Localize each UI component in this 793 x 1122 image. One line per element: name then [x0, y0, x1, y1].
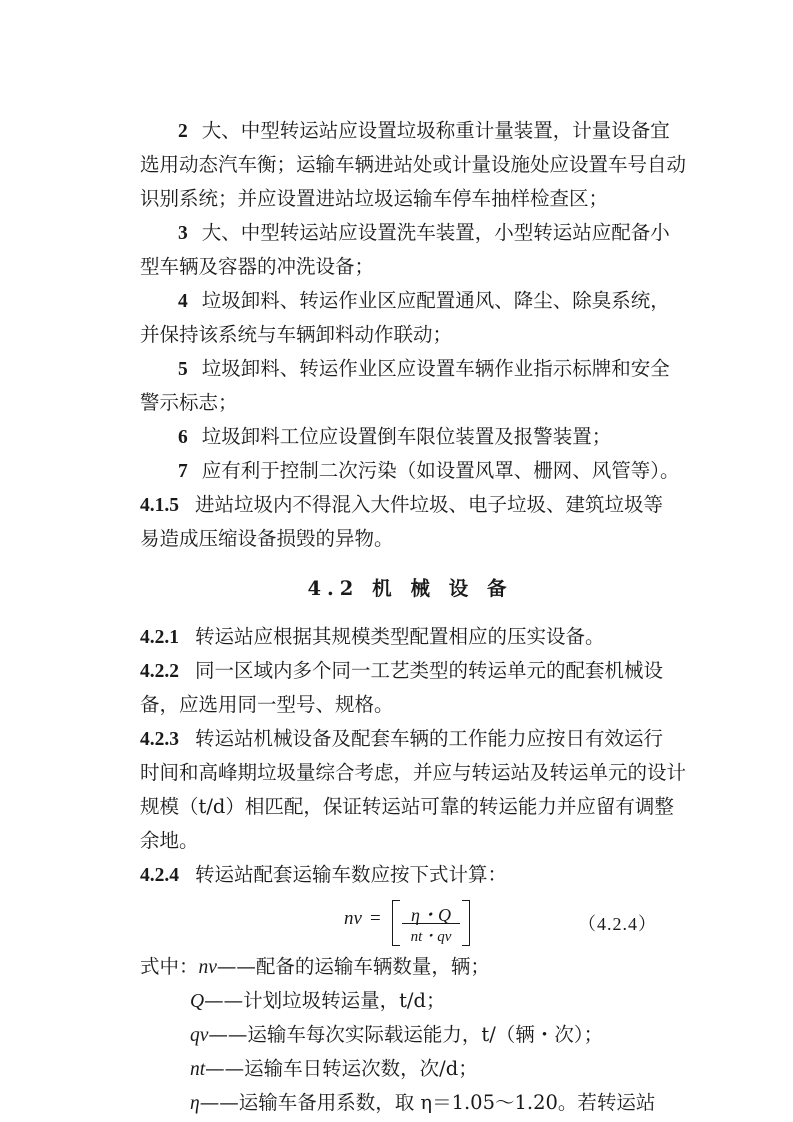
- text-line: 时间和高峰期垃圾量综合考虑，并应与转运站及转运单元的设计: [140, 761, 687, 784]
- where-eta: η——运输车备用系数，取 η＝1.05～1.20。若转运站: [190, 1091, 656, 1114]
- list-item-3: 3 大、中型转运站应设置洗车装置，小型转运站应配备小: [178, 221, 670, 244]
- item-number: 2: [178, 121, 188, 142]
- where-nv: 式中：nv——配备的运输车辆数量，辆；: [140, 955, 490, 978]
- left-bracket: [392, 900, 400, 946]
- clause-4-2-4: 4.2.4 转运站配套运输车数应按下式计算：: [140, 863, 508, 886]
- formula-lhs: nv: [344, 908, 362, 929]
- formula-4-2-4: [330, 898, 490, 946]
- where-q: Q——计划垃圾转运量，t/d；: [190, 989, 446, 1012]
- formula-label: （4.2.4）: [578, 914, 657, 934]
- where-qv: qv——运输车每次实际载运能力，t/（辆・次）；: [190, 1023, 604, 1046]
- list-item-6: 6 垃圾卸料工位应设置倒车限位装置及报警装置；: [178, 425, 612, 448]
- list-item-4: 4 垃圾卸料、转运作业区应配置通风、降尘、除臭系统，: [178, 289, 670, 312]
- text-line: 备，应选用同一型号、规格。: [140, 693, 394, 716]
- clause-4-2-2: 4.2.2 同一区域内多个同一工艺类型的转运单元的配套机械设: [140, 659, 664, 682]
- formula-numerator: η・Q: [411, 905, 451, 925]
- section-heading: 4.2 机 械 设 备: [307, 577, 513, 600]
- clause-4-2-1: 4.2.1 转运站应根据其规模类型配置相应的压实设备。: [140, 625, 605, 648]
- text-line: 余地。: [140, 829, 199, 852]
- item-text: 大、中型转运站应设置垃圾称重计量装置，计量设备宜: [201, 119, 670, 142]
- right-bracket: [462, 900, 470, 946]
- formula-equals: =: [370, 908, 381, 929]
- text-line: 警示标志；: [140, 391, 238, 414]
- text-line: 规模（t/d）相匹配，保证转运站可靠的转运能力并应留有调整: [140, 795, 674, 818]
- clause-4-1-5: 4.1.5 进站垃圾内不得混入大件垃圾、电子垃圾、建筑垃圾等: [140, 493, 664, 516]
- fraction-bar: [402, 923, 460, 924]
- clause-4-2-3: 4.2.3 转运站机械设备及配套车辆的工作能力应按日有效运行: [140, 727, 664, 750]
- list-item-5: 5 垃圾卸料、转运作业区应设置车辆作业指示标牌和安全: [178, 357, 670, 380]
- where-nt: nt——运输车日转运次数，次/d；: [190, 1057, 478, 1080]
- text-line: 易造成压缩设备损毁的异物。: [140, 527, 394, 550]
- text-line: 选用动态汽车衡；运输车辆进站处或计量设施处应设置车号自动: [140, 153, 687, 176]
- text-line: 并保持该系统与车辆卸料动作联动；: [140, 323, 453, 346]
- list-item-2: [140, 116, 680, 147]
- text-line: 型车辆及容器的冲洗设备；: [140, 255, 375, 278]
- formula-denominator: nt・qv: [410, 929, 452, 945]
- list-item-7: 7 应有利于控制二次污染（如设置风罩、栅网、风管等）。: [178, 459, 680, 482]
- text-line: 识别系统；并应设置进站垃圾运输车停车抽样检查区；: [140, 187, 609, 210]
